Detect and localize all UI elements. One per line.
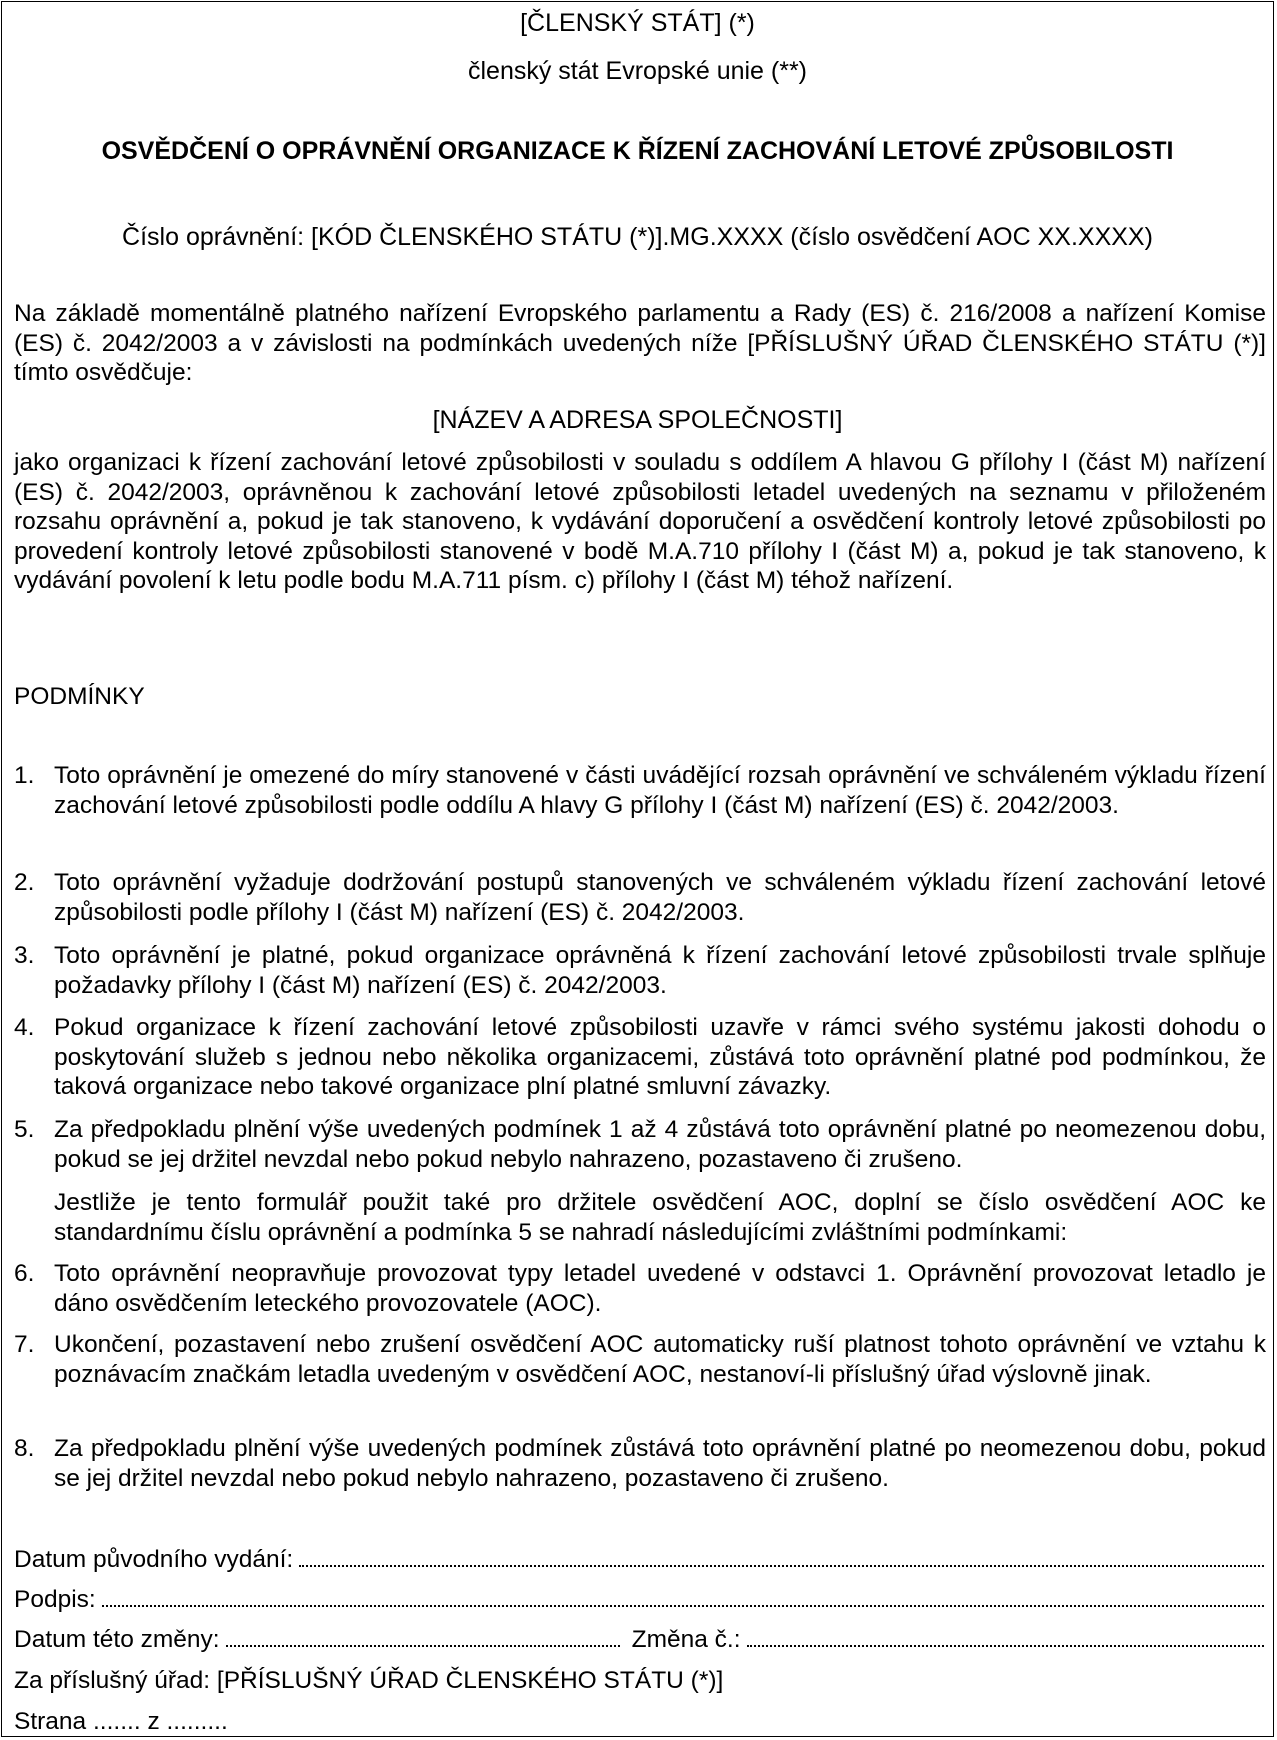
signature-line[interactable]	[102, 1585, 1264, 1607]
condition-number: 5.	[14, 1116, 35, 1143]
document-title: OSVĚDČENÍ O OPRÁVNĚNÍ ORGANIZACE K ŘÍZENÍ ZACHOVÁNÍ LETOVÉ ZPŮSOBILOSTI	[101, 137, 1174, 165]
approval-number: Číslo oprávnění: [KÓD ČLENSKÉHO STÁTU (*)].MG.XXXX (číslo osvědčení AOC XX.XXXX)	[122, 223, 1153, 251]
condition-number: 6.	[14, 1260, 35, 1287]
condition-text: Pokud organizace k řízení zachování letové způsobilosti uzavře v rámci svého systému jakosti dohodu o poskytování služeb s jednou nebo několika organizacemi, zůstává toto oprávnění platné pod podmínkou, že taková organizace nebo takové organizace plní platné smluvní závazky.	[54, 1014, 1266, 1100]
condition-number: 4.	[14, 1014, 35, 1041]
intro-paragraph: Na základě momentálně platného nařízení Evropského parlamentu a Rady (ES) č. 216/2008 a nařízení Komise (ES) č. 2042/2003 a v závislosti na podmínkách uvedených níže [PŘÍSLUŠNÝ ÚŘAD ČLENSKÉHO STÁTU (*)] tímto osvědčuje:	[14, 300, 1266, 386]
conditions-heading: PODMÍNKY	[14, 683, 145, 710]
condition-text: Jestliže je tento formulář použit také pro držitele osvědčení AOC, doplní se číslo osvědčení AOC ke standardnímu číslu oprávnění a podmínka 5 se nahradí následujícími zvláštními podmínkami:	[54, 1189, 1266, 1246]
condition-item	[14, 1259, 1266, 1318]
condition-item	[14, 941, 1266, 1000]
condition-number: 1.	[14, 762, 35, 789]
company-placeholder: [NÁZEV A ADRESA SPOLEČNOSTI]	[432, 406, 843, 434]
original-issue-date-field[interactable]	[14, 1545, 1266, 1575]
change-number-line[interactable]	[747, 1625, 1264, 1647]
condition-text: Ukončení, pozastavení nebo zrušení osvědčení AOC automaticky ruší platnost tohoto oprávnění ve vztahu k poznávacím značkám letadla uvedeným v osvědčení AOC, nestanoví-li příslušný úřad výslovně jinak.	[54, 1331, 1266, 1388]
signature-label: Podpis:	[14, 1586, 96, 1613]
condition-item	[14, 868, 1266, 927]
condition-text: Za předpokladu plnění výše uvedených podmínek 1 až 4 zůstává toto oprávnění platné po neomezenou dobu, pokud se jej držitel nevzdal nebo pokud nebylo nahrazeno, pozastaveno či zrušeno.	[54, 1116, 1266, 1173]
condition-item	[14, 1013, 1266, 1102]
scope-paragraph: jako organizaci k řízení zachování letové způsobilosti v souladu s oddílem A hlavou G přílohy I (část M) nařízení (ES) č. 2042/2003, oprávněnou k zachování letové způsobilosti letadel uvedených na seznamu v přiloženém rozsahu oprávnění a, pokud je tak stanoveno, k vydávání doporučení a osvědčení kontroly letové způsobilosti po provedení kontroly letové způsobilosti stanovené v bodě M.A.710 přílohy I (část M) a, pokud je tak stanoveno, k vydávání povolení k letu podle bodu M.A.711 písm. c) přílohy I (část M) téhož nařízení.	[14, 449, 1266, 594]
condition-text: Toto oprávnění neopravňuje provozovat typy letadel uvedené v odstavci 1. Oprávnění provozovat letadlo je dáno osvědčením leteckého provozovatele (AOC).	[54, 1260, 1266, 1317]
page-indicator: Strana ....... z .........	[14, 1708, 228, 1735]
original-issue-date-line[interactable]	[299, 1545, 1264, 1567]
aoc-note	[14, 1188, 1266, 1247]
change-date-field[interactable]	[14, 1625, 1266, 1655]
condition-text: Toto oprávnění je platné, pokud organizace oprávněná k řízení zachování letové způsobilosti trvale splňuje požadavky přílohy I (část M) nařízení (ES) č. 2042/2003.	[54, 942, 1266, 999]
condition-number: 8.	[14, 1435, 35, 1462]
signature-field[interactable]	[14, 1585, 1266, 1615]
original-issue-date-label: Datum původního vydání:	[14, 1546, 294, 1573]
change-number-label: Změna č.:	[631, 1626, 741, 1653]
change-date-line[interactable]	[226, 1625, 620, 1647]
condition-number: 3.	[14, 942, 35, 969]
condition-text: Toto oprávnění je omezené do míry stanovené v části uvádějící rozsah oprávnění ve schváleném výkladu řízení zachování letové způsobilosti podle oddílu A hlavy G přílohy I (část M) nařízení (ES) č. 2042/2003.	[54, 762, 1266, 819]
condition-item	[14, 1434, 1266, 1493]
condition-text: Za předpokladu plnění výše uvedených podmínek zůstává toto oprávnění platné po neomezenou dobu, pokud se jej držitel nevzdal nebo pokud nebylo nahrazeno, pozastaveno či zrušeno.	[54, 1435, 1266, 1492]
condition-number: 2.	[14, 869, 35, 896]
eu-state-heading: členský stát Evropské unie (**)	[467, 57, 808, 85]
authority-line: Za příslušný úřad: [PŘÍSLUŠNÝ ÚŘAD ČLENSKÉHO STÁTU (*)]	[14, 1667, 724, 1694]
member-state-heading: [ČLENSKÝ STÁT] (*)	[520, 9, 755, 37]
condition-item	[14, 1115, 1266, 1174]
change-date-label: Datum této změny:	[14, 1626, 220, 1653]
condition-item	[14, 1330, 1266, 1389]
certificate-document	[1, 1, 1274, 1737]
condition-text: Toto oprávnění vyžaduje dodržování postupů stanovených ve schváleném výkladu řízení zachování letové způsobilosti podle přílohy I (část M) nařízení (ES) č. 2042/2003.	[54, 869, 1266, 926]
condition-number: 7.	[14, 1331, 35, 1358]
condition-item	[14, 761, 1266, 820]
